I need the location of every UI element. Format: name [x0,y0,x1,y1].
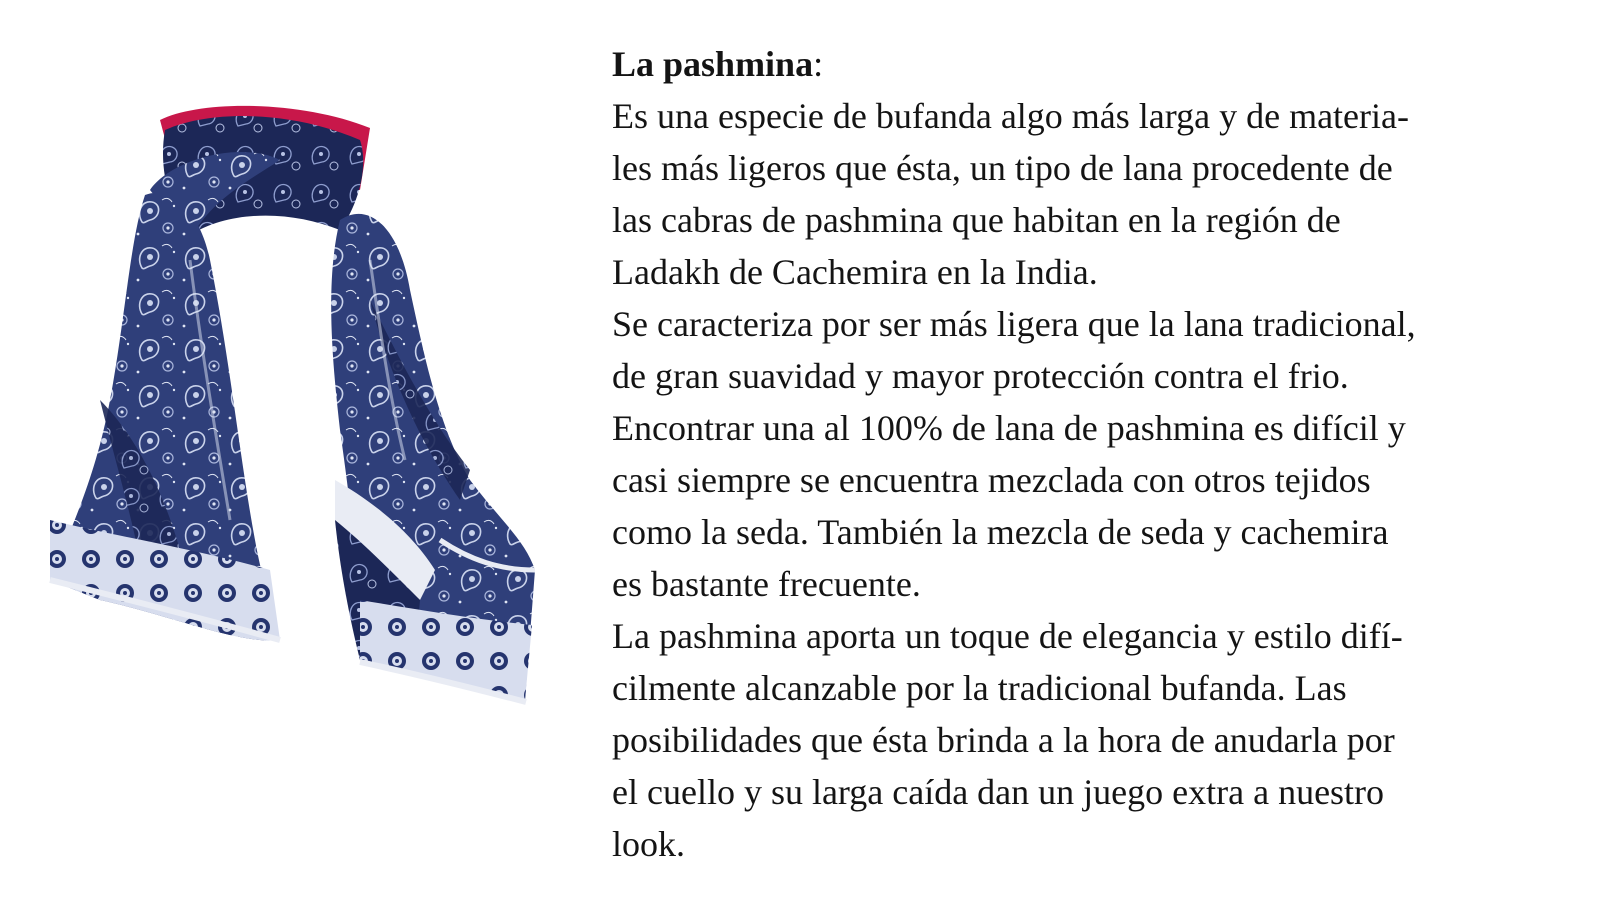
paragraph-line: Encontrar una al 100% de lana de pashmina es difícil y [612,408,1406,448]
article-title [612,38,1592,90]
paragraph-line: Es una especie de bufanda algo más larga y de materia- [612,96,1409,136]
paragraph-line: de gran suavidad y mayor protección contra el frio. [612,356,1349,396]
paragraph-line: cilmente alcanzable por la tradicional bufanda. Las [612,668,1347,708]
paragraph-line: casi siempre se encuentra mezclada con otros tejidos [612,460,1371,500]
paragraph-line: Ladakh de Cachemira en la India. [612,252,1098,292]
scarf-illustration [40,100,560,720]
paragraph-line: Se caracteriza por ser más ligera que la lana tradicional, [612,304,1416,344]
paragraph-line: es bastante frecuente. [612,564,921,604]
paragraph-line: posibilidades que ésta brinda a la hora de anudarla por [612,720,1395,760]
article-title-colon: : [813,44,824,84]
paragraph-line: La pashmina aporta un toque de elegancia y estilo difí- [612,616,1403,656]
article-title-text: La pashmina [612,44,814,84]
article-text [612,38,1592,870]
paragraph-line: les más ligeros que ésta, un tipo de lana procedente de [612,148,1393,188]
paragraph-line: look. [612,824,686,864]
paragraph-line: como la seda. También la mezcla de seda y cachemira [612,512,1389,552]
paragraph-line: las cabras de pashmina que habitan en la región de [612,200,1341,240]
paragraph-line: el cuello y su larga caída dan un juego extra a nuestro [612,772,1385,812]
scarf-image [40,100,560,720]
